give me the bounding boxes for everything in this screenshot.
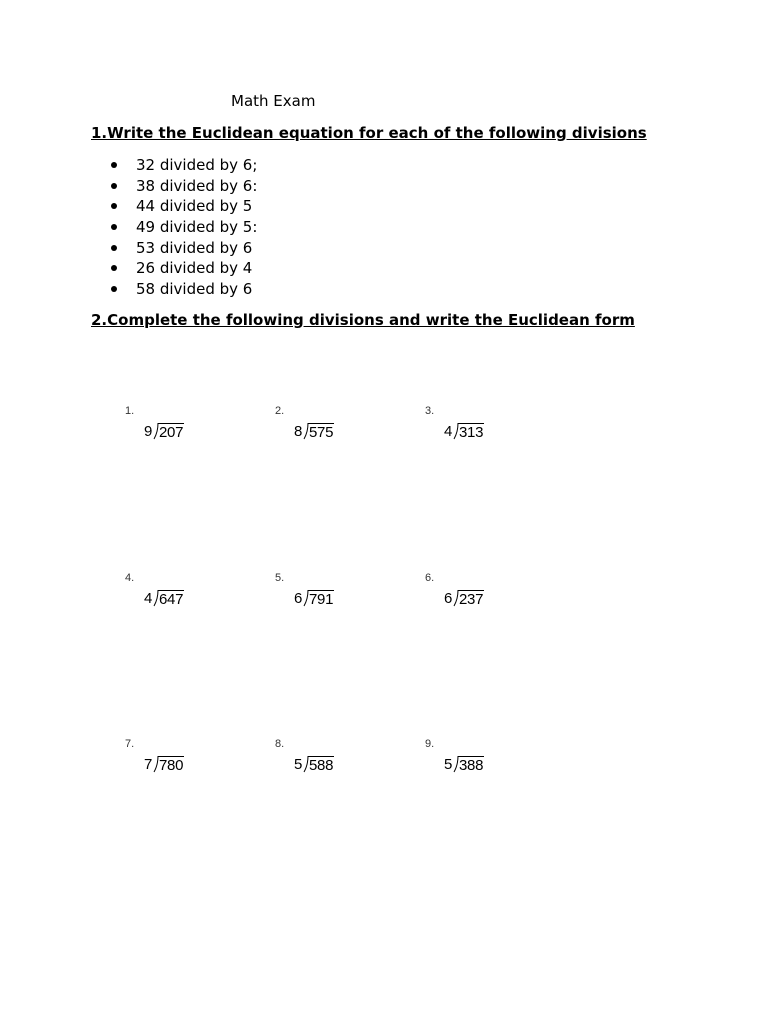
question-2-heading: 2.Complete the following divisions and write the Euclidean form [91,311,635,329]
division-list [110,155,257,300]
dividend: 647 [159,591,184,608]
bullet-icon [111,203,117,209]
problem-number: 1. [125,405,135,417]
bullet-icon [111,224,117,230]
bullet-icon [111,265,117,271]
long-division-grid [125,405,575,785]
dividend: 207 [159,424,184,441]
division-problem [275,738,395,788]
divisor: 5 [294,756,303,773]
problem-number: 8. [275,738,285,750]
dividend: 780 [159,757,184,774]
list-item [110,176,257,197]
division-problem [275,572,395,622]
list-item [110,258,257,279]
dividend: 237 [459,591,484,608]
division-problem [125,405,245,455]
list-item-text: 58 divided by 6 [136,280,253,299]
divisor: 7 [144,756,153,773]
division-problem [125,572,245,622]
list-item-text: 32 divided by 6; [136,156,258,174]
list-item [110,217,257,238]
list-item [110,238,257,259]
division-problem [275,405,395,455]
question-1-heading: 1.Write the Euclidean equation for each of the following divisions [91,124,647,142]
dividend: 388 [459,757,484,774]
problem-number: 4. [125,572,135,584]
division-problem [425,738,545,788]
divisor: 4 [444,423,453,440]
list-item-text: 49 divided by 5: [136,218,258,237]
divisor: 8 [294,423,303,440]
division-problem [425,405,545,455]
problem-number: 7. [125,738,135,750]
division-problem [425,572,545,622]
divisor: 4 [144,590,153,607]
problem-number: 6. [425,572,435,584]
divisor: 9 [144,423,153,440]
divisor: 6 [444,590,453,607]
list-item [110,279,257,300]
list-item-text: 26 divided by 4 [136,259,253,278]
bullet-icon [111,183,117,189]
divisor: 5 [444,756,453,773]
problem-number: 3. [425,405,435,417]
dividend: 313 [459,424,484,441]
bullet-icon [111,286,117,292]
dividend: 791 [309,591,334,608]
divisor: 6 [294,590,303,607]
division-problem [125,738,245,788]
page-title: Math Exam [231,92,316,110]
list-item-text: 38 divided by 6: [136,176,258,195]
list-item [110,155,257,176]
bullet-icon [111,162,117,168]
list-item-text: 53 divided by 6 [136,238,253,257]
problem-number: 9. [425,738,435,750]
problem-number: 2. [275,405,285,417]
dividend: 588 [309,757,334,774]
list-item-text: 44 divided by 5 [136,197,253,216]
problem-number: 5. [275,572,285,584]
list-item [110,196,257,217]
dividend: 575 [309,424,334,441]
bullet-icon [111,245,117,251]
